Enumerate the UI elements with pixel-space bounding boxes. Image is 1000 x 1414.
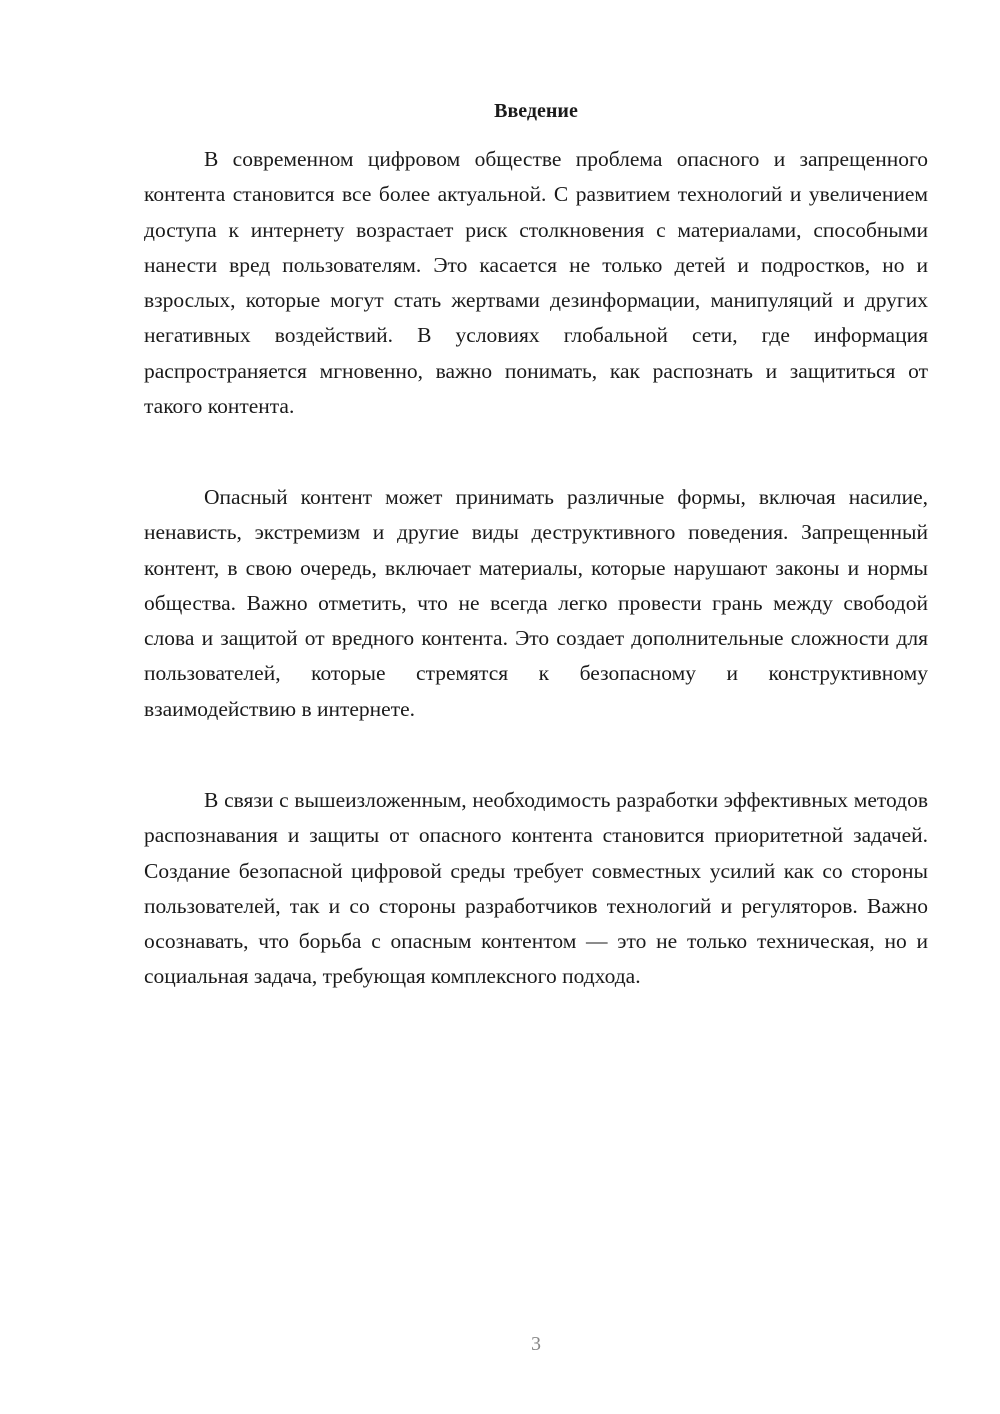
paragraph-3: В связи с вышеизложенным, необходимость разработки эффективных методов распознавания и защиты от опасного контента становится приоритетной задачей. Создание безопасной цифровой среды требует совместных усилий как со стороны пользователей, так и со стороны разработчиков технологий и регуляторов. Важно осознавать, что борьба с опасным контентом — это не только техническая, но и социальная задача, требующая комплексного подхода. bbox=[144, 788, 928, 989]
section-title: Введение bbox=[494, 100, 578, 122]
paragraph-1: В современном цифровом обществе проблема опасного и запрещенного контента становится все более актуальной. С развитием технологий и увеличением доступа к интернету возрастает риск столкновения с материалами, способными нанести вред пользователям. Это касается не только детей и подростков, но и взрослых, которые могут стать жертвами дезинформации, манипуляций и других негативных воздействий. В условиях глобальной сети, где информация распространяется мгновенно, важно понимать, как распознать и защититься от такого контента. bbox=[144, 147, 928, 419]
page-number: 3 bbox=[531, 1333, 541, 1355]
paragraph-2: Опасный контент может принимать различные формы, включая насилие, ненависть, экстремизм и другие виды деструктивного поведения. Запрещенный контент, в свою очередь, включает материалы, которые нарушают законы и нормы общества. Важно отметить, что не всегда легко провести грань между свободой слова и защитой от вредного контента. Это создает дополнительные сложности для пользователей, которые стремятся к безопасному и конструктивному взаимодействию в интернете. bbox=[144, 485, 928, 721]
